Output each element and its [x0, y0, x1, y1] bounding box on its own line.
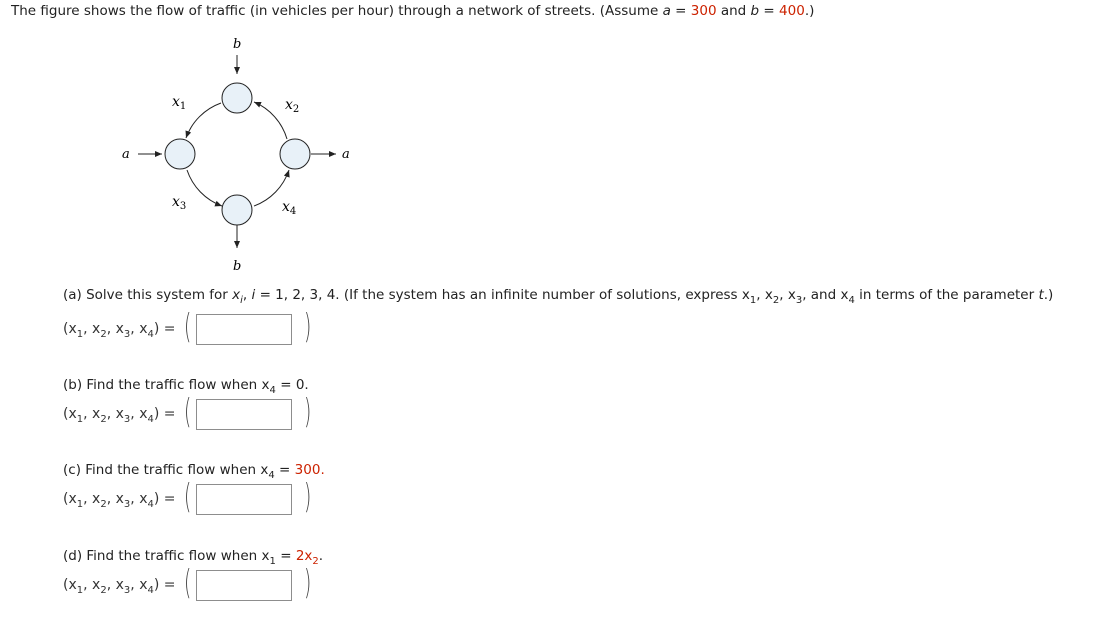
- intro-text: The figure shows the flow of traffic (in vehicles per hour) through a network of streets. (Assume a = 300 and b = 400.): [11, 3, 815, 19]
- close-paren-c: ): [303, 477, 312, 517]
- part-d-question: (d) Find the traffic flow when $x_1 = 2x_2$.: [63, 548, 324, 567]
- answer-input-b[interactable]: [196, 399, 292, 430]
- label-b-top: b: [233, 37, 242, 52]
- part-b-question: (b) Find the traffic flow when $x_4 = 0$.: [63, 377, 309, 396]
- close-paren-a: ): [303, 307, 312, 347]
- label-a-right: a: [342, 147, 350, 162]
- close-paren-d: ): [303, 563, 312, 603]
- node-right: [280, 139, 310, 169]
- part-c-question: (c) Find the traffic flow when $x_4 = 300$.: [63, 462, 325, 481]
- part-a-question: (a) Solve this system for $x_i$, i = 1, 2, 3, 4. (If the system has an infinite number of solutions, express $x_1$, $x_2$, $x_3$, and $x_4$ in terms of the parameter t.): [63, 287, 1054, 306]
- answer-input-d[interactable]: [196, 570, 292, 601]
- a-value: 300: [690, 3, 717, 19]
- tuple-label-d: ($x_1$, $x_2$, $x_3$, $x_4$) =: [63, 577, 176, 596]
- tuple-label-a: ($x_1$, $x_2$, $x_3$, $x_4$) =: [63, 321, 176, 340]
- node-top: [222, 83, 252, 113]
- tuple-label-b: ($x_1$, $x_2$, $x_3$, $x_4$) =: [63, 406, 176, 425]
- answer-input-a[interactable]: [196, 314, 292, 345]
- node-left: [165, 139, 195, 169]
- label-x3: $x_3$: [172, 194, 187, 212]
- close-paren-b: ): [303, 392, 312, 432]
- tuple-label-c: ($x_1$, $x_2$, $x_3$, $x_4$) =: [63, 491, 176, 510]
- c-value: 300: [294, 462, 321, 478]
- open-paren-a: (: [183, 307, 192, 347]
- label-x2: $x_2$: [285, 97, 300, 115]
- street-x2: [254, 102, 287, 139]
- label-a-left: a: [122, 147, 130, 162]
- d-value: 2x: [295, 548, 313, 564]
- b-value: 400: [779, 3, 805, 19]
- street-x3: [187, 170, 222, 206]
- answer-input-c[interactable]: [196, 484, 292, 515]
- label-x4: $x_4$: [282, 199, 297, 217]
- open-paren-b: (: [183, 392, 192, 432]
- street-x1: [186, 103, 221, 138]
- node-bottom: [222, 195, 252, 225]
- open-paren-d: (: [183, 563, 192, 603]
- label-x1: $x_1$: [172, 94, 187, 112]
- traffic-network-diagram: [0, 0, 380, 275]
- label-b-bottom: b: [233, 259, 242, 274]
- open-paren-c: (: [183, 477, 192, 517]
